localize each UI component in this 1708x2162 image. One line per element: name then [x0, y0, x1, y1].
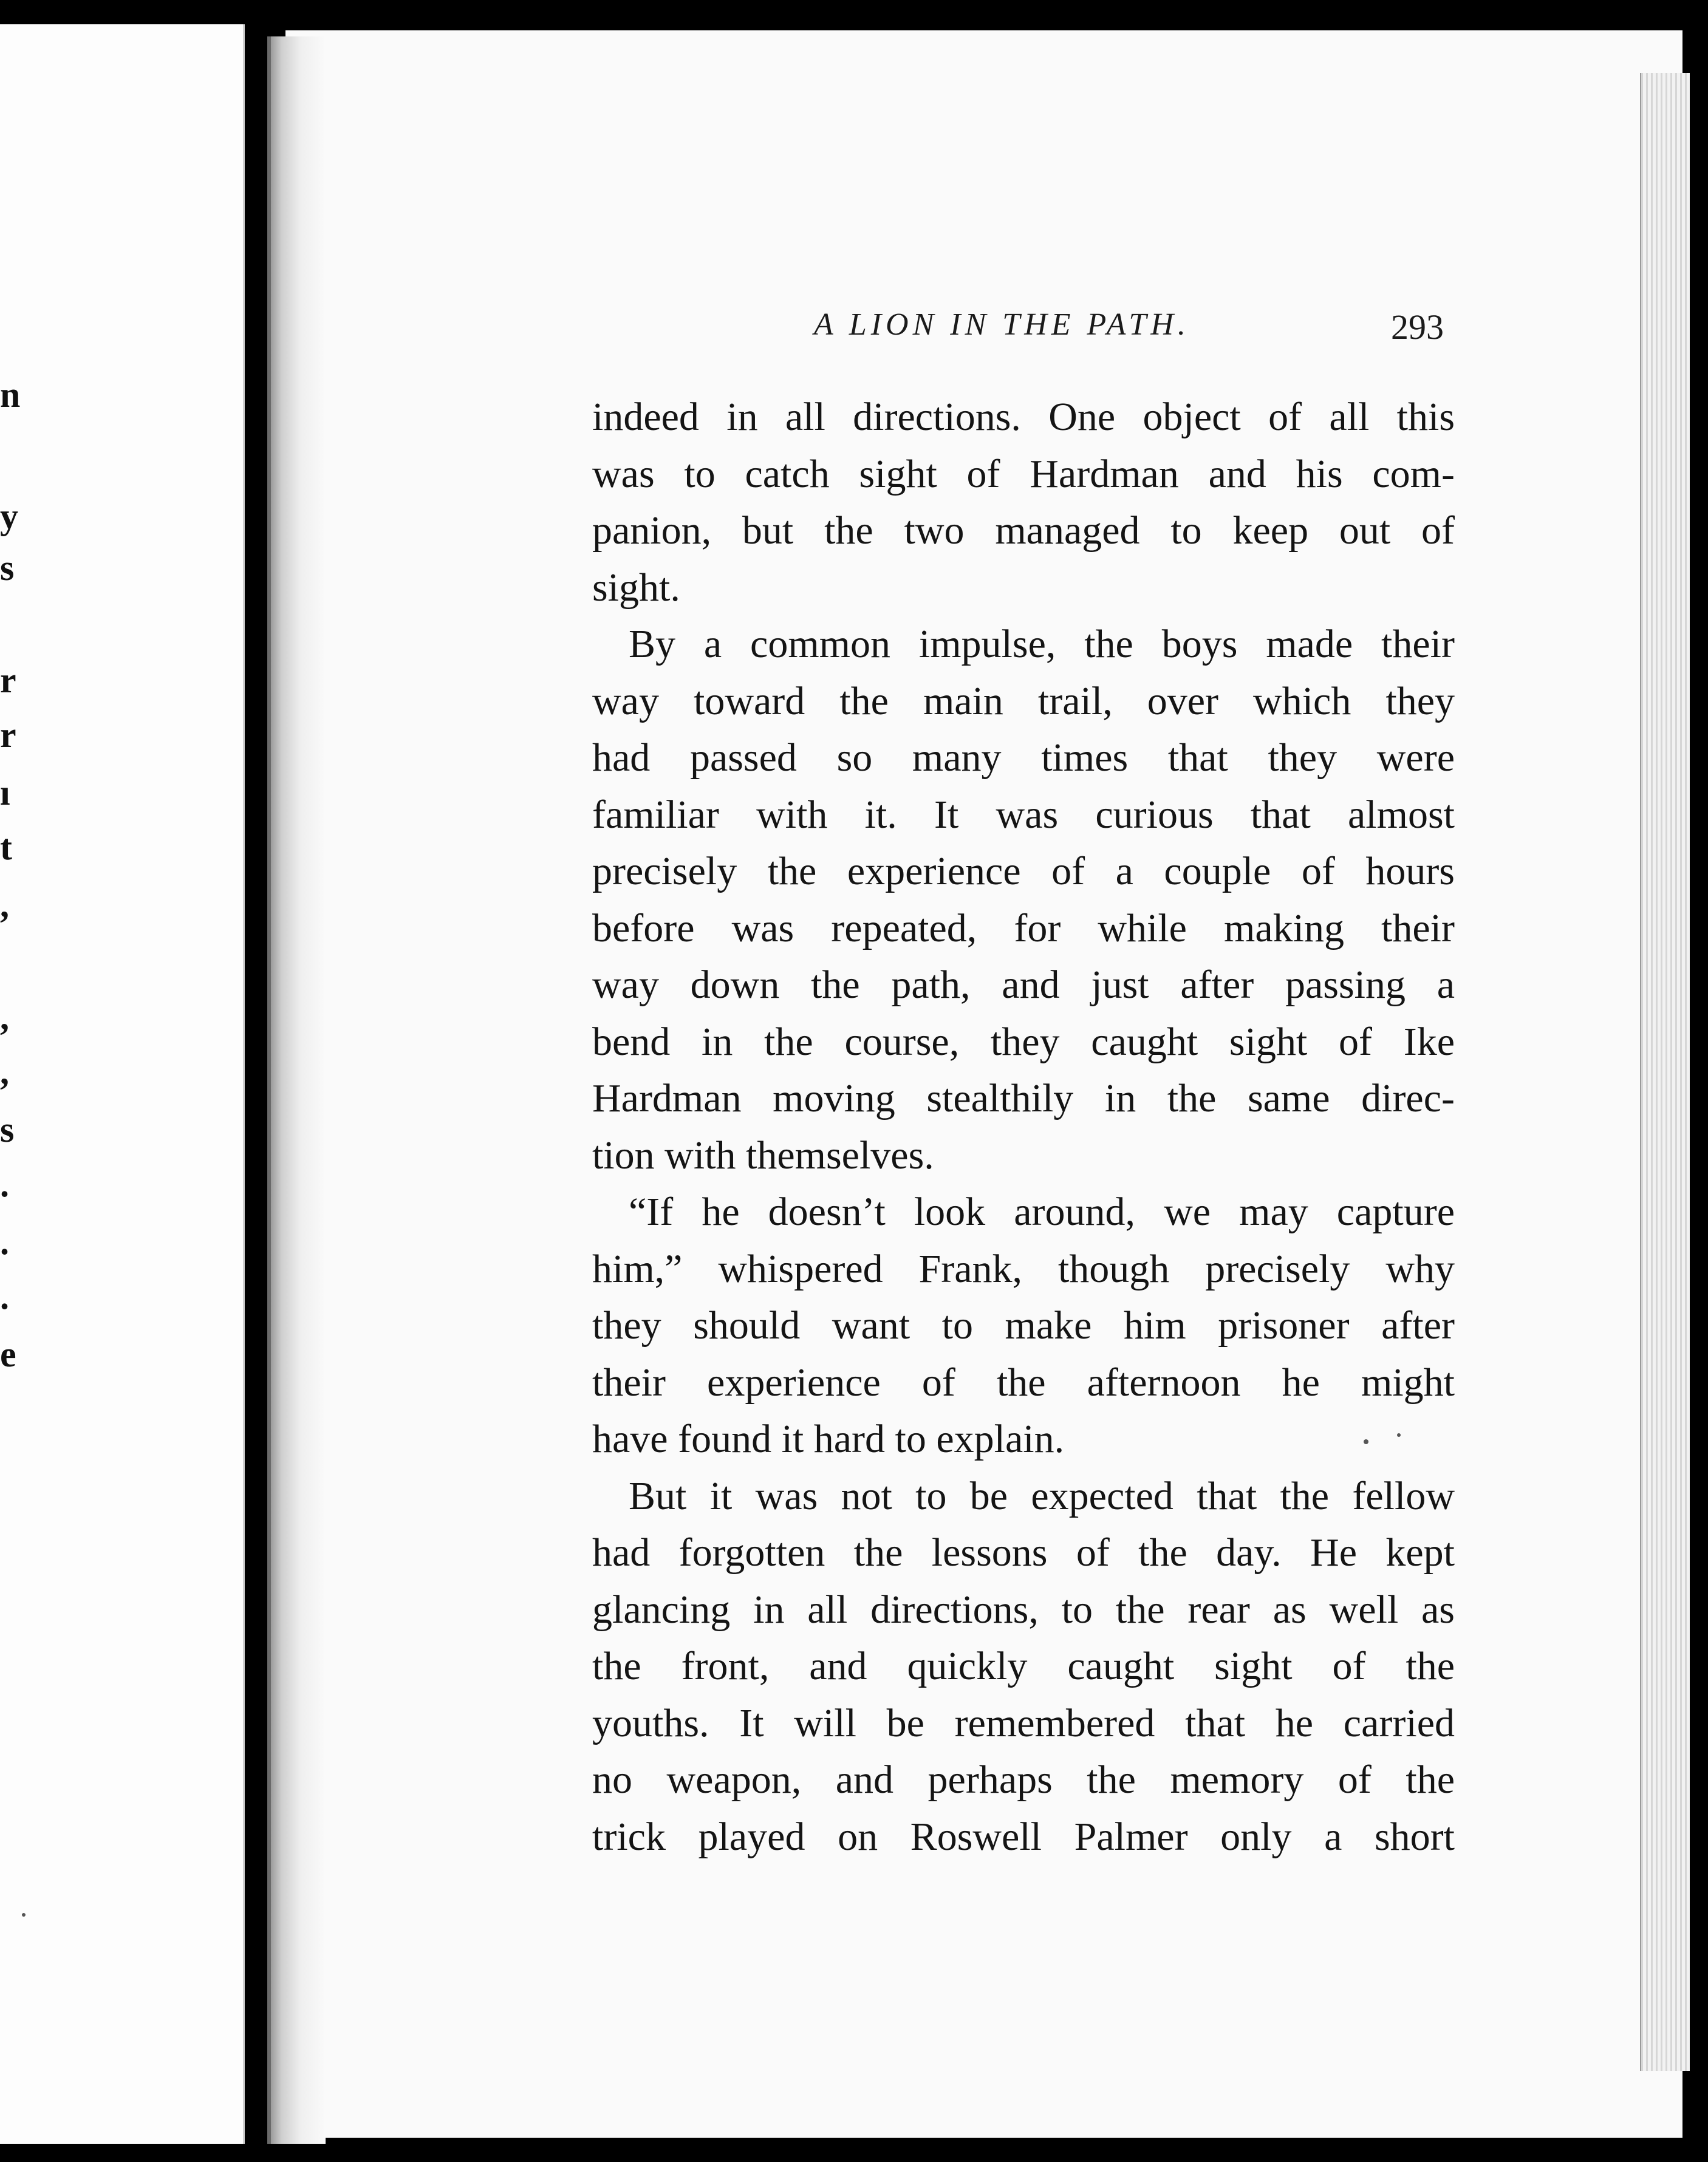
text-line: way toward the main trail, over which they — [592, 678, 1455, 723]
scan-speck — [22, 1913, 26, 1917]
text-line: youths. It will be remembered that he carried — [592, 1700, 1455, 1745]
text-line: precisely the experience of a couple of hours — [592, 849, 1455, 893]
text-line: had forgotten the lessons of the day. He kept — [592, 1530, 1455, 1575]
text-line: their experience of the afternoon he might — [592, 1360, 1455, 1405]
text-line: By a common impulse, the boys made their — [629, 622, 1455, 666]
previous-page-fragment: s — [0, 548, 15, 588]
text-line: bend in the course, they caught sight of Ike — [592, 1019, 1455, 1064]
previous-page-fragment: , — [0, 1052, 9, 1092]
text-line: have found it hard to explain. — [592, 1417, 1065, 1461]
text-line: tion with themselves. — [592, 1133, 934, 1178]
previous-page-fragment: . — [0, 1277, 9, 1317]
previous-page-fragment: , — [0, 885, 9, 925]
previous-page-edge — [0, 24, 245, 2144]
text-line: trick played on Roswell Palmer only a short — [592, 1814, 1455, 1859]
previous-page-fragment: t — [0, 827, 12, 867]
text-line: before was repeated, for while making their — [592, 905, 1455, 950]
page-edges — [1640, 73, 1690, 2071]
text-line: sight. — [592, 565, 680, 610]
text-line: the front, and quickly caught sight of the — [592, 1644, 1455, 1688]
previous-page-fragment: r — [0, 715, 16, 755]
text-line: was to catch sight of Hardman and his com- — [592, 451, 1455, 496]
previous-page-fragment: . — [0, 1164, 9, 1204]
binding-gutter — [267, 36, 326, 2144]
scan-speck — [1364, 1439, 1368, 1444]
body-text — [592, 389, 1455, 1865]
previous-page-fragment: e — [0, 1334, 16, 1374]
text-line: familiar with it. It was curious that almost — [592, 792, 1455, 837]
text-line: “If he doesn’t look around, we may capture — [629, 1190, 1455, 1234]
text-line: indeed in all directions. One object of all this — [592, 395, 1455, 439]
previous-page-fragment: r — [0, 660, 16, 700]
page-number: 293 — [1391, 307, 1444, 347]
previous-page-fragment: y — [0, 496, 18, 536]
previous-page-fragment: ı — [0, 772, 10, 813]
scan-speck — [1397, 1433, 1401, 1437]
previous-page-fragment: . — [0, 1222, 9, 1262]
text-line: him,” whispered Frank, though precisely why — [592, 1246, 1455, 1291]
running-head: A LION IN THE PATH. — [814, 307, 1190, 342]
text-line: they should want to make him prisoner after — [592, 1303, 1455, 1348]
text-line: had passed so many times that they were — [592, 735, 1455, 780]
previous-page-fragment: n — [0, 375, 21, 415]
text-line: no weapon, and perhaps the memory of the — [592, 1758, 1455, 1802]
text-line: way down the path, and just after passing a — [592, 963, 1455, 1007]
text-line: glancing in all directions, to the rear as well as — [592, 1587, 1455, 1632]
text-line: Hardman moving stealthily in the same direc- — [592, 1076, 1455, 1120]
previous-page-fragment: , — [0, 997, 9, 1037]
text-line: But it was not to be expected that the fellow — [629, 1473, 1455, 1518]
text-line: panion, but the two managed to keep out of — [592, 508, 1455, 553]
previous-page-fragment: s — [0, 1110, 15, 1150]
